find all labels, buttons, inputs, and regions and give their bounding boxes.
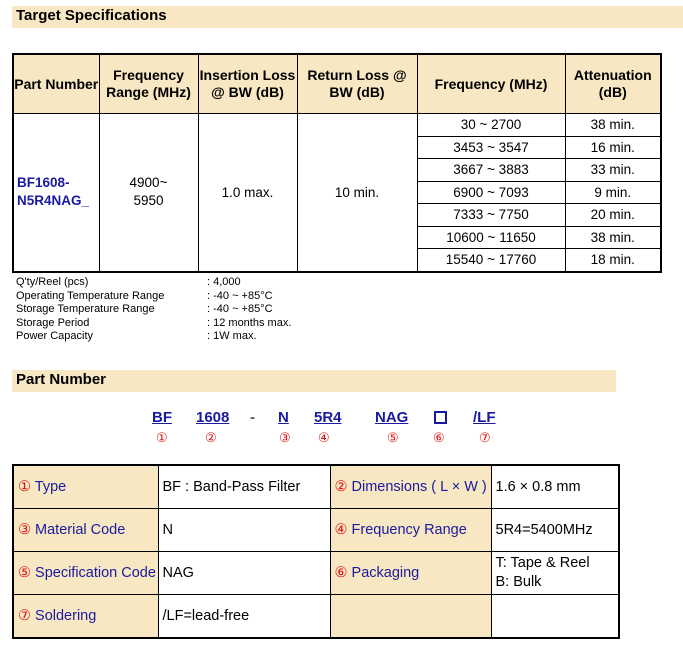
- header-frequency: Frequency (MHz): [417, 54, 565, 114]
- info-label: Storage Period: [16, 316, 90, 329]
- code-frequency: 5R4: [314, 409, 342, 426]
- type-value: BF : Band-Pass Filter: [158, 465, 330, 509]
- atten-value: 38 min.: [565, 226, 661, 249]
- part-number-cell: [13, 114, 99, 272]
- info-label: Q'ty/Reel (pcs): [16, 276, 89, 288]
- atten-value: 20 min.: [565, 204, 661, 227]
- info-row: [16, 289, 273, 304]
- info-row: [16, 316, 292, 331]
- atten-freq: 6900 ~ 7093: [417, 181, 565, 204]
- insertion-loss-cell: 1.0 max.: [198, 114, 297, 272]
- type-label-cell: ① Type: [13, 465, 158, 509]
- type-label: Type: [34, 479, 67, 495]
- packaging-label-cell: ⑥ Packaging: [330, 552, 491, 595]
- circle-number: ②: [205, 430, 217, 445]
- specification-label-cell: ⑤ Specification Code: [13, 552, 158, 595]
- dimensions-value: 1.6 × 0.8 mm: [491, 465, 619, 509]
- range-line1: 4900~: [129, 175, 168, 191]
- code-specification: NAG: [375, 409, 409, 426]
- specification-value: NAG: [158, 552, 330, 595]
- soldering-label-cell: ⑦ Soldering: [13, 595, 158, 639]
- frequency-range-cell: [99, 114, 198, 272]
- header-frequency-range: Frequency Range (MHz): [99, 54, 198, 114]
- soldering-label: Soldering: [35, 608, 97, 624]
- atten-value: 18 min.: [565, 249, 661, 272]
- spec-info-list: [16, 276, 292, 344]
- specification-label: Specification Code: [35, 565, 156, 581]
- target-specs-title: Target Specifications: [16, 7, 167, 24]
- spec-table: [12, 53, 662, 273]
- code-dimensions: 1608: [196, 409, 230, 426]
- atten-freq: 7333 ~ 7750: [417, 204, 565, 227]
- code-dash: -: [250, 409, 255, 426]
- material-label: Material Code: [35, 522, 126, 538]
- atten-freq: 3453 ~ 3547: [417, 136, 565, 159]
- atten-freq: 3667 ~ 3883: [417, 159, 565, 182]
- frequency-label-cell: ④ Frequency Range: [330, 509, 491, 552]
- info-label: Storage Temperature Range: [16, 303, 155, 316]
- atten-freq: 10600 ~ 11650: [417, 226, 565, 249]
- packaging-box-icon: [434, 411, 447, 428]
- empty-label-cell: [330, 595, 491, 639]
- dimensions-label: Dimensions ( L × W ): [351, 479, 487, 495]
- packaging-label: Packaging: [351, 565, 420, 581]
- info-row: [16, 276, 241, 290]
- packaging-value-line1: T: Tape & Reel: [495, 555, 590, 571]
- circle-number: ③: [279, 430, 291, 445]
- circle-number: ⑥: [433, 430, 445, 445]
- part-number-table: [12, 464, 620, 639]
- return-loss-cell: 10 min.: [297, 114, 417, 272]
- part-number-line2: N5R4NAG_: [17, 193, 90, 209]
- circle-number: ①: [156, 430, 168, 445]
- info-value: : 12 months max.: [207, 316, 292, 329]
- frequency-label: Frequency Range: [351, 522, 467, 538]
- material-label-cell: ③ Material Code: [13, 509, 158, 552]
- frequency-value: 5R4=5400MHz: [491, 509, 619, 552]
- header-return-loss: Return Loss @ BW (dB): [297, 54, 417, 114]
- material-value: N: [158, 509, 330, 552]
- empty-value-cell: [491, 595, 619, 639]
- atten-freq: 30 ~ 2700: [417, 114, 565, 137]
- info-value: : -40 ~ +85°C: [207, 289, 273, 302]
- info-row: [16, 330, 257, 344]
- atten-value: 33 min.: [565, 159, 661, 182]
- info-value: : 1W max.: [207, 330, 257, 343]
- atten-value: 16 min.: [565, 136, 661, 159]
- code-material: N: [278, 409, 289, 426]
- info-value: : 4,000: [207, 276, 241, 288]
- soldering-value: /LF=lead-free: [158, 595, 330, 639]
- part-number-title: Part Number: [16, 371, 107, 388]
- header-insertion-loss: Insertion Loss @ BW (dB): [198, 54, 297, 114]
- packaging-value-line2: B: Bulk: [495, 574, 542, 590]
- dimensions-label-cell: ② Dimensions ( L × W ): [330, 465, 491, 509]
- header-attenuation: Attenuation (dB): [565, 54, 661, 114]
- packaging-value: [491, 552, 619, 595]
- target-specs-header: [12, 6, 683, 28]
- circle-number: ④: [318, 430, 330, 445]
- info-value: : -40 ~ +85°C: [207, 303, 273, 316]
- info-label: Power Capacity: [16, 330, 94, 343]
- info-row: [16, 303, 273, 317]
- part-number-header: [12, 370, 616, 392]
- part-number-line1: BF1608-: [17, 175, 70, 191]
- info-label: Operating Temperature Range: [16, 289, 165, 302]
- atten-freq: 15540 ~ 17760: [417, 249, 565, 272]
- atten-value: 9 min.: [565, 181, 661, 204]
- header-part-number: Part Number: [13, 54, 99, 114]
- atten-value: 38 min.: [565, 114, 661, 137]
- code-soldering: /LF: [473, 409, 496, 426]
- code-type: BF: [152, 409, 172, 426]
- circle-number: ⑤: [387, 430, 399, 445]
- circle-number: ⑦: [479, 430, 491, 445]
- range-line2: 5950: [133, 193, 164, 209]
